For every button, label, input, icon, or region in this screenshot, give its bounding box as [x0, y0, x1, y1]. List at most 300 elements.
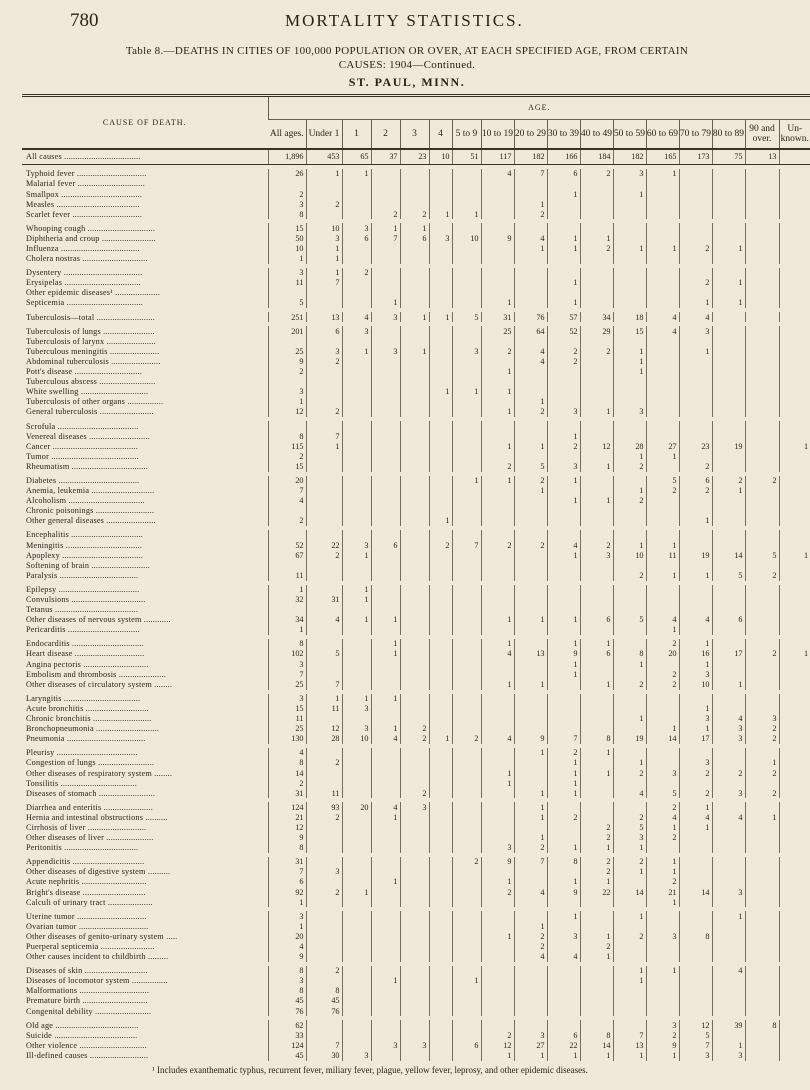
table-row — [22, 298, 810, 308]
count-cell: 7 — [306, 431, 342, 441]
count-cell — [745, 357, 779, 367]
count-cell: 1 — [679, 659, 712, 669]
count-cell — [452, 516, 481, 526]
count-cell — [342, 421, 371, 431]
count-cell: 2 — [646, 639, 679, 649]
cause-cell: Other diseases of nervous system ............ — [26, 615, 171, 625]
count-cell: 1 — [547, 788, 580, 798]
count-cell — [613, 1020, 646, 1030]
count-cell — [745, 244, 779, 254]
count-cell: 39 — [712, 1020, 745, 1030]
count-cell: 5 — [613, 615, 646, 625]
count-cell — [779, 887, 810, 897]
count-cell — [481, 694, 514, 704]
count-cell: 26 — [268, 169, 306, 179]
count-cell — [613, 278, 646, 288]
count-cell — [745, 1006, 779, 1016]
count-cell — [779, 1006, 810, 1016]
count-cell — [429, 748, 452, 758]
count-cell — [547, 1006, 580, 1016]
count-cell: 2 — [306, 407, 342, 417]
count-cell — [646, 976, 679, 986]
count-cell: 1 — [481, 1051, 514, 1061]
count-cell: 1 — [514, 486, 547, 496]
count-cell — [452, 649, 481, 659]
count-cell: 1 — [400, 312, 429, 322]
count-cell: 5 — [452, 312, 481, 322]
count-cell — [745, 595, 779, 605]
count-cell — [452, 377, 481, 387]
count-cell — [679, 921, 712, 931]
count-cell: 1 — [429, 209, 452, 219]
count-cell — [452, 199, 481, 209]
count-cell — [646, 254, 679, 264]
count-cell: 2 — [580, 833, 613, 843]
count-cell: 7 — [268, 867, 306, 877]
count-cell — [779, 288, 810, 298]
count-cell: 6 — [580, 649, 613, 659]
count-cell — [547, 199, 580, 209]
count-cell: 1 — [613, 244, 646, 254]
count-cell: 2 — [580, 244, 613, 254]
count-cell: 10 — [306, 223, 342, 233]
count-cell — [712, 639, 745, 649]
count-cell: 1 — [712, 679, 745, 689]
count-cell: 1 — [371, 298, 400, 308]
count-cell — [779, 336, 810, 346]
count-cell — [679, 605, 712, 615]
count-cell: 6 — [400, 234, 429, 244]
count-cell — [613, 704, 646, 714]
count-cell — [745, 823, 779, 833]
count-cell: 1 — [306, 268, 342, 278]
count-cell — [306, 585, 342, 595]
count-cell: 2 — [613, 679, 646, 689]
count-cell — [646, 377, 679, 387]
count-cell — [429, 669, 452, 679]
count-cell — [779, 407, 810, 417]
count-cell — [679, 199, 712, 209]
count-cell: 4 — [646, 326, 679, 336]
table-row — [22, 778, 810, 788]
count-cell — [745, 659, 779, 669]
count-cell — [429, 867, 452, 877]
count-cell — [646, 748, 679, 758]
count-cell — [547, 570, 580, 580]
city-heading: ST. PAUL, MINN. — [348, 75, 466, 89]
count-cell — [679, 506, 712, 516]
count-cell — [580, 921, 613, 931]
table-row — [22, 462, 810, 472]
count-cell: 1 — [452, 476, 481, 486]
count-cell — [779, 976, 810, 986]
count-cell — [452, 911, 481, 921]
count-cell — [452, 778, 481, 788]
count-cell: 1 — [779, 441, 810, 451]
count-cell — [514, 496, 547, 506]
count-cell — [400, 921, 429, 931]
table-row — [22, 724, 810, 734]
table-row — [22, 407, 810, 417]
count-cell — [452, 268, 481, 278]
count-cell: 18 — [613, 312, 646, 322]
count-cell — [580, 659, 613, 669]
count-cell — [779, 639, 810, 649]
count-cell — [306, 189, 342, 199]
count-cell — [371, 506, 400, 516]
count-cell — [371, 986, 400, 996]
count-cell: 1 — [646, 966, 679, 976]
count-cell — [779, 823, 810, 833]
count-cell — [646, 209, 679, 219]
count-cell: 2 — [514, 476, 547, 486]
count-cell: 1 — [679, 298, 712, 308]
count-cell — [452, 704, 481, 714]
count-cell — [371, 595, 400, 605]
count-cell — [400, 326, 429, 336]
count-cell — [679, 986, 712, 996]
cause-cell: Influenza ................................... — [26, 244, 140, 253]
count-cell — [646, 387, 679, 397]
age-column-header: All ages. — [269, 129, 304, 139]
count-cell — [580, 694, 613, 704]
count-cell: 1 — [613, 867, 646, 877]
page-number: 780 — [70, 10, 99, 31]
count-cell — [779, 169, 810, 179]
count-cell — [712, 407, 745, 417]
count-cell — [452, 288, 481, 298]
count-cell: 2 — [514, 209, 547, 219]
cause-cell: Tuberculous meningitis ...................... — [26, 346, 160, 356]
count-cell — [547, 966, 580, 976]
count-cell — [712, 179, 745, 189]
count-cell — [745, 615, 779, 625]
count-cell — [745, 585, 779, 595]
count-cell — [547, 1020, 580, 1030]
count-cell — [679, 223, 712, 233]
count-cell — [514, 976, 547, 986]
count-cell — [514, 179, 547, 189]
count-cell — [452, 278, 481, 288]
cause-cell: Ill-defined causes .......................... — [26, 1050, 149, 1060]
count-cell: 11 — [646, 550, 679, 560]
count-cell — [400, 462, 429, 472]
cause-cell: Congestion of lungs ......................... — [26, 758, 155, 768]
count-cell — [306, 421, 342, 431]
cause-cell: Meningitis .................................. — [26, 540, 143, 550]
count-cell — [712, 758, 745, 768]
count-cell — [429, 357, 452, 367]
count-cell — [745, 1041, 779, 1051]
count-cell: 9 — [547, 887, 580, 897]
count-cell: 5 — [646, 476, 679, 486]
count-cell — [400, 911, 429, 921]
mortality-table — [22, 94, 810, 1061]
count-cell — [371, 758, 400, 768]
count-cell — [400, 748, 429, 758]
cause-cell: Pericarditis ................................ — [26, 625, 140, 635]
count-cell — [514, 223, 547, 233]
count-cell — [481, 550, 514, 560]
count-cell — [481, 179, 514, 189]
cause-cell: Diphtheria and croup ........................ — [26, 233, 156, 243]
count-cell — [779, 189, 810, 199]
count-cell — [429, 476, 452, 486]
count-cell — [481, 199, 514, 209]
count-cell: 3 — [646, 1020, 679, 1030]
count-cell — [452, 486, 481, 496]
count-cell — [306, 659, 342, 669]
count-cell — [779, 857, 810, 867]
count-cell: 1 — [646, 570, 679, 580]
count-cell — [613, 996, 646, 1006]
count-cell — [452, 1006, 481, 1016]
count-cell: 1 — [580, 679, 613, 689]
count-cell — [400, 857, 429, 867]
count-cell: 9 — [481, 857, 514, 867]
count-cell: 76 — [514, 312, 547, 322]
count-cell — [429, 679, 452, 689]
count-cell — [371, 1051, 400, 1061]
count-cell — [514, 254, 547, 264]
count-cell — [613, 298, 646, 308]
count-cell — [779, 694, 810, 704]
age-column-header: 60 to 69 — [646, 120, 679, 150]
count-cell — [429, 407, 452, 417]
count-cell — [514, 268, 547, 278]
count-cell — [400, 1051, 429, 1061]
count-cell: 1 — [268, 897, 306, 907]
count-cell — [429, 431, 452, 441]
count-cell — [712, 778, 745, 788]
count-cell — [779, 897, 810, 907]
count-cell — [452, 421, 481, 431]
count-cell — [342, 278, 371, 288]
count-cell: 3 — [268, 911, 306, 921]
count-cell — [514, 694, 547, 704]
count-cell: 22 — [547, 1041, 580, 1051]
count-cell — [342, 605, 371, 615]
count-cell — [342, 1030, 371, 1040]
count-cell — [514, 585, 547, 595]
count-cell — [679, 877, 712, 887]
count-cell — [452, 867, 481, 877]
count-cell: 1 — [481, 367, 514, 377]
table-row — [22, 867, 810, 877]
table-row — [22, 986, 810, 996]
count-cell — [745, 704, 779, 714]
cause-cell: Other diseases of digestive system .......... — [26, 867, 171, 877]
count-cell: 4 — [712, 714, 745, 724]
count-cell: 3 — [646, 932, 679, 942]
count-cell — [745, 921, 779, 931]
count-cell: 1 — [481, 407, 514, 417]
cause-cell: Puerperal septicemia ........................ — [26, 942, 155, 951]
count-cell — [400, 496, 429, 506]
count-cell: 8 — [580, 734, 613, 744]
age-column-header: 3 — [400, 120, 429, 150]
count-cell: 2 — [514, 932, 547, 942]
count-cell — [580, 336, 613, 346]
count-cell: 2 — [580, 169, 613, 179]
count-cell — [371, 288, 400, 298]
count-cell: 2 — [400, 209, 429, 219]
count-cell: 2 — [580, 867, 613, 877]
count-cell — [745, 540, 779, 550]
count-cell: 4 — [679, 312, 712, 322]
count-cell — [342, 625, 371, 635]
cause-cell: Tuberculosis of lungs ....................... — [26, 326, 155, 336]
table-row — [22, 234, 810, 244]
count-cell — [745, 605, 779, 615]
count-cell: 8 — [268, 986, 306, 996]
cause-cell: Measles ..................................... — [26, 199, 140, 209]
count-cell — [400, 639, 429, 649]
count-cell — [712, 169, 745, 179]
count-cell — [679, 209, 712, 219]
count-cell — [452, 724, 481, 734]
count-cell — [371, 788, 400, 798]
count-cell: 4 — [268, 748, 306, 758]
count-cell: 2 — [306, 550, 342, 560]
count-cell — [400, 254, 429, 264]
count-cell: 1 — [646, 540, 679, 550]
count-cell — [400, 986, 429, 996]
count-cell: 1 — [371, 877, 400, 887]
count-cell — [306, 942, 342, 952]
count-cell — [400, 585, 429, 595]
table-row — [22, 679, 810, 689]
count-cell — [306, 897, 342, 907]
count-cell — [779, 1020, 810, 1030]
count-cell — [342, 921, 371, 931]
count-cell — [429, 843, 452, 853]
count-cell — [745, 976, 779, 986]
count-cell: 124 — [268, 802, 306, 812]
count-cell — [779, 669, 810, 679]
count-cell — [481, 833, 514, 843]
count-cell — [613, 585, 646, 595]
count-cell — [400, 336, 429, 346]
count-cell — [646, 986, 679, 996]
count-cell: 3 — [514, 1030, 547, 1040]
count-cell — [514, 336, 547, 346]
count-cell: 3 — [712, 1051, 745, 1061]
count-cell — [679, 189, 712, 199]
count-cell: 453 — [306, 149, 342, 165]
count-cell — [371, 254, 400, 264]
count-cell — [712, 976, 745, 986]
count-cell — [646, 199, 679, 209]
count-cell — [745, 530, 779, 540]
table-row — [22, 1020, 810, 1030]
count-cell — [646, 347, 679, 357]
count-cell: 9 — [547, 649, 580, 659]
count-cell — [712, 431, 745, 441]
count-cell — [779, 570, 810, 580]
count-cell — [371, 1020, 400, 1030]
table-row — [22, 431, 810, 441]
count-cell — [679, 407, 712, 417]
count-cell — [745, 625, 779, 635]
count-cell — [514, 659, 547, 669]
count-cell — [580, 506, 613, 516]
count-cell: 4 — [514, 234, 547, 244]
count-cell — [400, 714, 429, 724]
count-cell: 1 — [342, 550, 371, 560]
cause-cell: Acute nephritis ............................. — [26, 877, 147, 887]
count-cell — [481, 704, 514, 714]
count-cell — [779, 347, 810, 357]
count-cell — [679, 778, 712, 788]
count-cell — [452, 887, 481, 897]
table-row — [22, 813, 810, 823]
count-cell: 1 — [481, 778, 514, 788]
count-cell — [429, 714, 452, 724]
count-cell — [371, 867, 400, 877]
count-cell: 7 — [547, 734, 580, 744]
count-cell: 1 — [745, 758, 779, 768]
count-cell: 11 — [268, 714, 306, 724]
count-cell: 20 — [268, 932, 306, 942]
count-cell — [429, 199, 452, 209]
count-cell — [400, 897, 429, 907]
count-cell — [371, 921, 400, 931]
count-cell: 2 — [481, 887, 514, 897]
count-cell — [580, 387, 613, 397]
count-cell — [679, 367, 712, 377]
count-cell — [580, 802, 613, 812]
age-column-header: Under 1 — [306, 120, 342, 150]
count-cell — [613, 506, 646, 516]
count-cell: 7 — [268, 669, 306, 679]
count-cell — [429, 857, 452, 867]
count-cell — [514, 758, 547, 768]
cause-cell: Cholera nostras ............................. — [26, 254, 148, 264]
count-cell — [679, 857, 712, 867]
count-cell — [452, 570, 481, 580]
count-cell — [613, 639, 646, 649]
count-cell: 7 — [306, 679, 342, 689]
count-cell — [400, 169, 429, 179]
count-cell — [429, 942, 452, 952]
count-cell: 9 — [268, 833, 306, 843]
count-cell — [646, 758, 679, 768]
count-cell — [429, 1051, 452, 1061]
table-row — [22, 748, 810, 758]
count-cell — [371, 833, 400, 843]
count-cell — [779, 625, 810, 635]
count-cell — [712, 897, 745, 907]
count-cell: 1 — [580, 877, 613, 887]
count-cell: 2 — [481, 347, 514, 357]
count-cell: 1 — [429, 516, 452, 526]
count-cell: 1 — [429, 734, 452, 744]
count-cell: 11 — [306, 704, 342, 714]
count-cell — [580, 966, 613, 976]
count-cell — [452, 336, 481, 346]
count-cell — [400, 625, 429, 635]
count-cell: 52 — [547, 326, 580, 336]
count-cell — [452, 679, 481, 689]
count-cell: 2 — [481, 540, 514, 550]
count-cell — [580, 516, 613, 526]
count-cell: 62 — [268, 1020, 306, 1030]
count-cell: 2 — [646, 1030, 679, 1040]
count-cell — [342, 976, 371, 986]
count-cell — [580, 1006, 613, 1016]
table-row — [22, 911, 810, 921]
